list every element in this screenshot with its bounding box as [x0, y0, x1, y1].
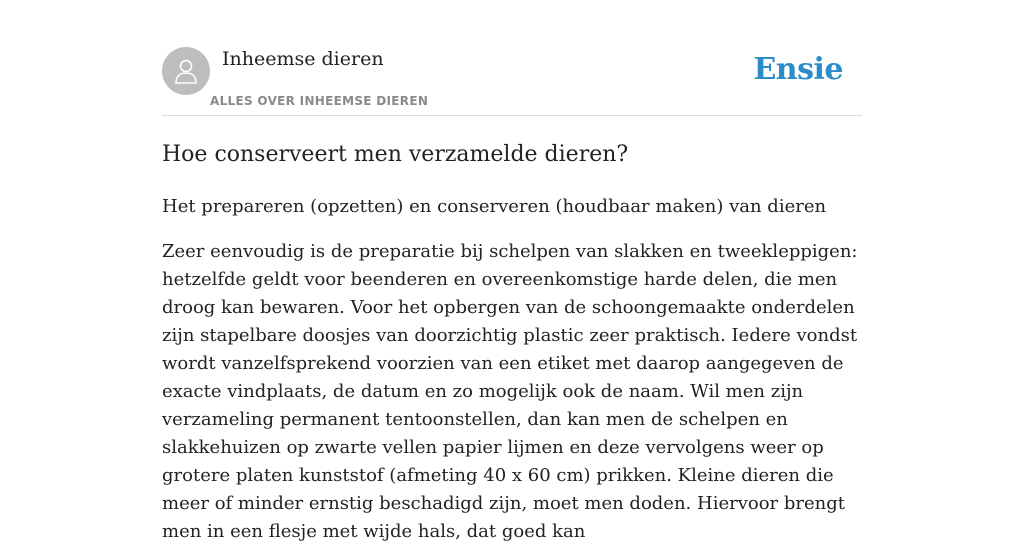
author-avatar[interactable] — [162, 47, 210, 95]
user-silhouette-icon — [171, 56, 201, 86]
article-subtitle: Het prepareren (opzetten) en conserveren (houdbaar maken) van dieren — [162, 196, 827, 217]
article-page — [162, 0, 862, 546]
author-name[interactable]: Inheemse dieren — [222, 48, 384, 70]
ensie-logo[interactable]: Ensie — [753, 52, 843, 87]
article-body: Zeer eenvoudig is de preparatie bij schelpen van slakken en tweekleppigen: hetzelfde geldt voor beenderen en overeenkomstige harde delen, die men droog kan bewaren. Voor het opbergen van de schoongemaakte onderdelen zijn stapelbare doosjes van doorzichtig plastic zeer praktisch. Iedere vondst wordt vanzelfsprekend voorzien van een etiket met daarop aangegeven de exacte vindplaats, de datum en zo mogelijk ook de naam. Wil men zijn verzameling permanent tentoonstellen, dan kan men de schelpen en slakkehuizen op zwarte vellen papier lijmen en deze vervolgens weer op grotere platen kunststof (afmeting 40 x 60 cm) prikken. Kleine dieren die meer of minder ernstig beschadigd zijn, moet men doden. Hiervoor brengt men in een flesje met wijde hals, dat goed kan — [162, 241, 858, 542]
page-title: Hoe conserveert men verzamelde dieren? — [162, 142, 629, 167]
article-header — [162, 47, 862, 116]
author-subtitle: ALLES OVER INHEEMSE DIEREN — [210, 94, 429, 108]
